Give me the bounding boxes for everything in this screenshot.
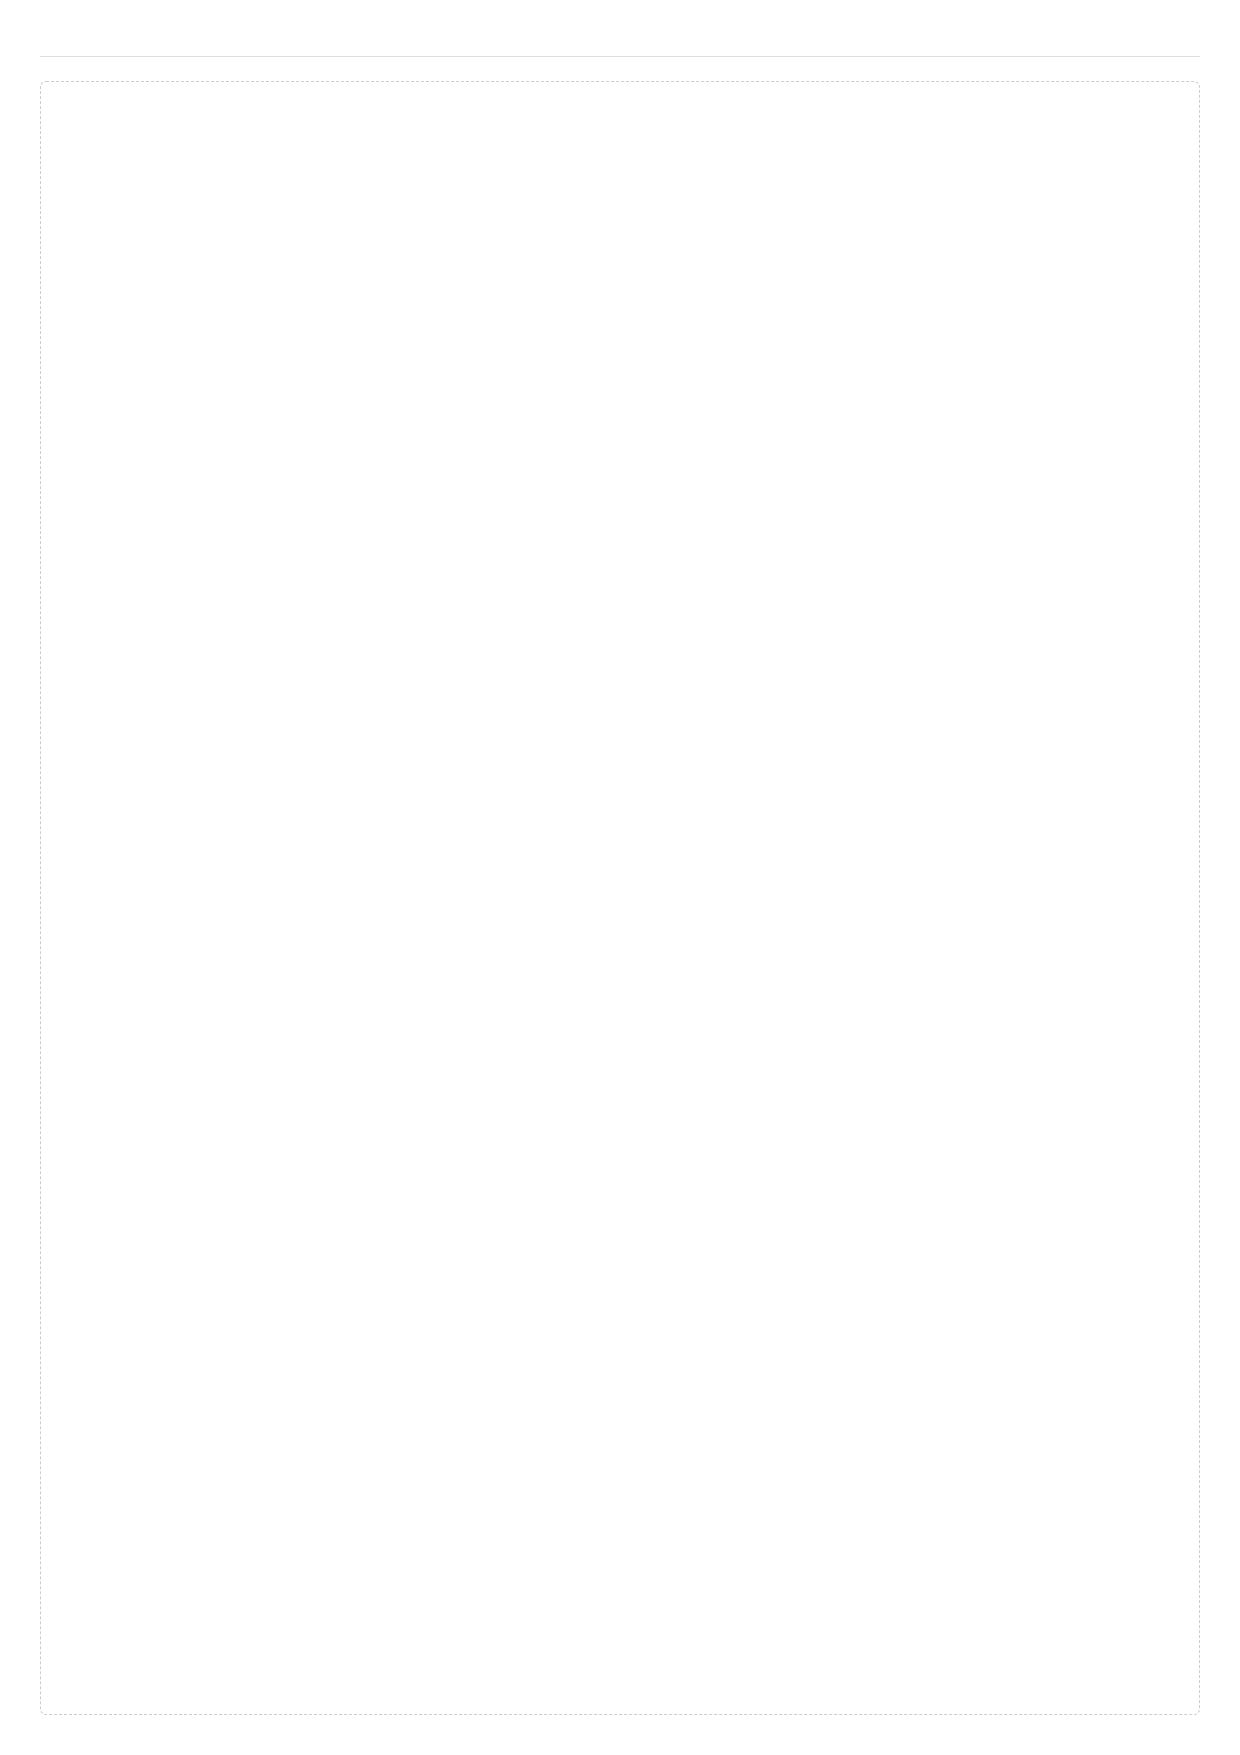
page-body bbox=[40, 81, 1200, 1715]
page-header bbox=[40, 40, 1200, 57]
